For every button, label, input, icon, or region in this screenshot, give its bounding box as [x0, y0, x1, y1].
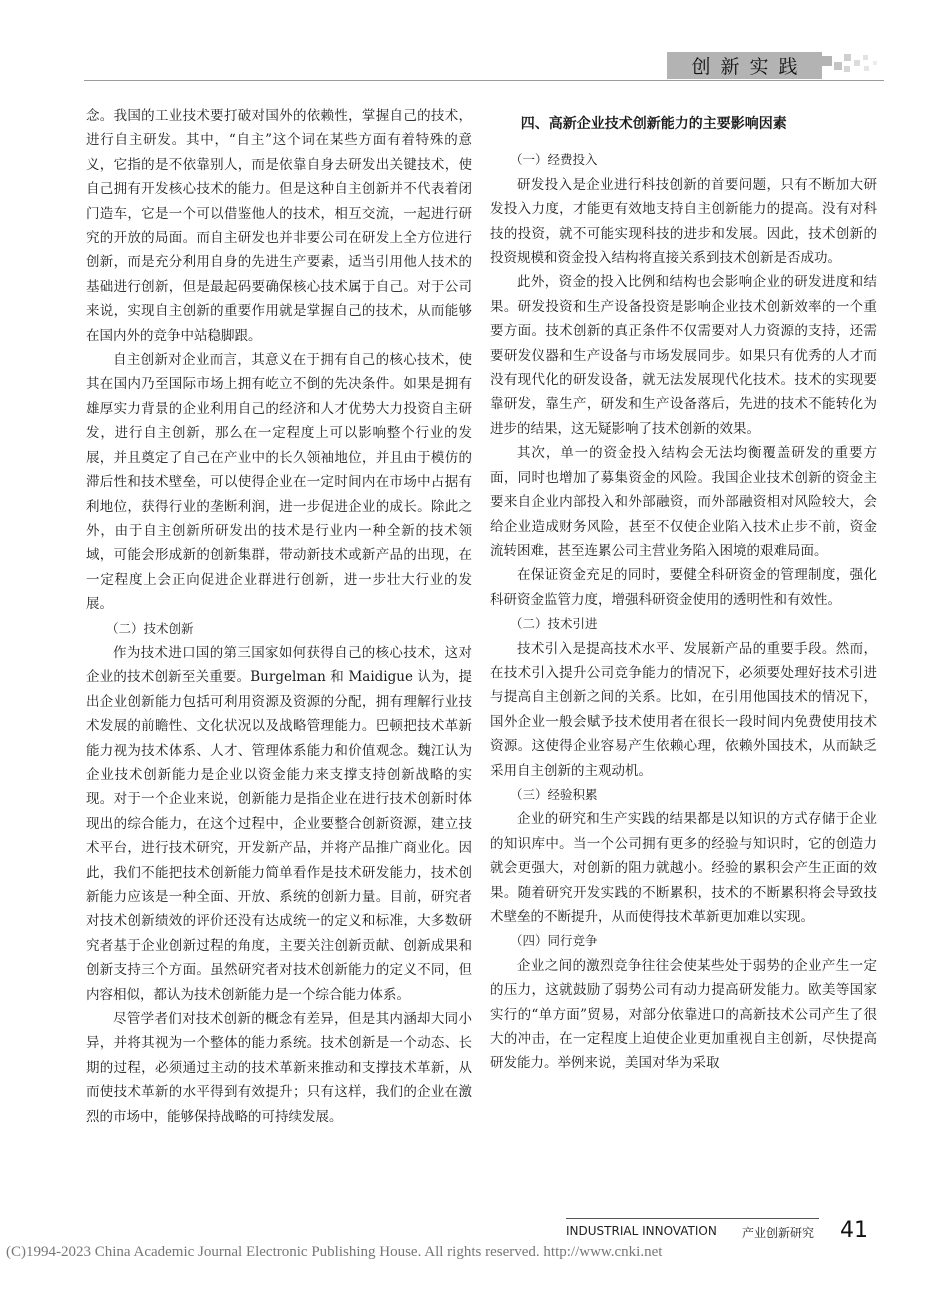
journal-name-chinese: 产业创新研究	[742, 1226, 815, 1240]
right-paragraph-3: 其次，单一的资金投入结构会无法均衡覆盖研发的重要方面，同时也增加了募集资金的风险。我国企业技术创新的资金主要来自企业内部投入和外部融资，而外部融资相对风险较大，会给企业造成财务风险，甚至不仅使企业陷入技术止步不前，资金流转困难，甚至连累公司主营业务陷入困境的艰难局面。	[490, 445, 877, 559]
section-header-bar	[667, 52, 822, 79]
section-title: 创新实践	[691, 56, 808, 78]
subheading-tech-innovation: （二）技术创新	[106, 620, 194, 636]
left-paragraph-2: 自主创新对企业而言，其意义在于拥有自己的核心技术，使其在国内乃至国际市场上拥有屹立不倒的先决条件。如果是拥有雄厚实力背景的企业利用自己的经济和人才优势大力投资自主研发，进行自主创新，那么在一定程度上可以影响整个行业的发展，并且奠定了自己在产业中的长久领袖地位，并且由于模仿的滞后性和技术壁垒，可以使得企业在一定时间内在市场中占据有利地位，获得行业的垄断利润，进一步促进企业的成长。除此之外，由于自主创新所研发出的技术是行业内一种全新的技术领域，可能会形成新的创新集群，带动新技术或新产品的出现，在一定程度上会正向促进企业群进行创新，进一步壮大行业的发展。	[86, 352, 472, 613]
subheading-experience: （三）经验积累	[510, 786, 598, 802]
left-paragraph-4: 尽管学者们对技术创新的概念有差异，但是其内涵却大同小异，并将其视为一个整体的能力系统。技术创新是一个动态、长期的过程，必须通过主动的技术革新来推动和支撑技术革新，从而使技术革新的水平得到有效提升；只有这样，我们的企业在激烈的市场中，能够保持战略的可持续发展。	[86, 1011, 472, 1125]
right-paragraph-5: 技术引入是提高技术水平、发展新产品的重要手段。然而，在技术引入提升公司竞争能力的情况下，必须要处理好技术引进与提高自主创新之间的关系。比如，在引用他国技术的情况下，国外企业一般会赋予技术使用者在很长一段时间内免费使用技术资源。这使得企业容易产生依赖心理，依赖外国技术，从而缺乏采用自主创新的主观动机。	[490, 640, 877, 779]
right-paragraph-1: 研发投入是企业进行科技创新的首要问题，只有不断加大研发投入力度，才能更有效地支持自主创新能力的提高。没有对科技的投资，就不可能实现科技的进步和发展。因此，技术创新的投资规模和资金投入结构将直接关系到技术创新是否成功。	[490, 176, 877, 267]
header-rule	[84, 80, 884, 81]
left-paragraph-1: 念。我国的工业技术要打破对国外的依赖性，掌握自己的技术，进行自主研发。其中，“自主”这个词在某些方面有着特殊的意义，它指的是不依靠别人，而是依靠自身去研发出关键技术，使自己拥有开发核心技术的能力。但是这种自主创新并不代表着闭门造车，它是一个可以借鉴他人的技术，相互交流，一起进行研究的开放的局面。而自主研发也并非要公司在研发上全方位进行创新，而是充分利用自身的先进生产要素，适当引用他人技术的基础进行创新，但是最起码要确保核心技术属于自己。对于公司来说，实现自主创新的重要作用就是掌握自己的技术，从而能够在国内外的竞争中站稳脚跟。	[86, 108, 472, 344]
subheading-funding: （一）经费投入	[510, 152, 598, 168]
journal-name-english: INDUSTRIAL INNOVATION	[566, 1224, 717, 1238]
right-paragraph-6: 企业的研究和生产实践的结果都是以知识的方式存储于企业的知识库中。当一个公司拥有更多的经验与知识时，它的创造力就会更强大，对创新的阻力就越小。经验的累积会产生正面的效果。随着研究开发实践的不断累积，技术的不断累积将会导致技术壁垒的不断提升，从而使得技术革新更加难以实现。	[490, 811, 877, 925]
subheading-tech-import: （二）技术引进	[510, 616, 598, 632]
right-paragraph-2: 此外，资金的投入比例和结构也会影响企业的研发进度和结果。研发投资和生产设备投资是影响企业技术创新效率的一个重要方面。技术创新的真正条件不仅需要对人力资源的支持，还需要研发仪器和生产设备与市场发展同步。如果只有优秀的人才而没有现代化的研发设备，就无法发展现代化技术。技术的实现要靠研发，靠生产，研发和生产设备落后，先进的技术不能转化为进步的结果，这无疑影响了技术创新的效果。	[490, 274, 877, 437]
section-heading: 四、高新企业技术创新能力的主要影响因素	[520, 116, 787, 132]
right-paragraph-4: 在保证资金充足的同时，要健全科研资金的管理制度，强化科研资金监管力度，增强科研资金使用的透明性和有效性。	[490, 567, 877, 608]
page-number: 41	[840, 1218, 868, 1243]
left-column	[86, 104, 472, 1129]
left-paragraph-3: 作为技术进口国的第三国家如何获得自己的核心技术，这对企业的技术创新至关重要。Burgelman 和 Maidigue 认为，提出企业创新能力包括可利用资源及资源的分配，拥有理解行业技术发展的前瞻性、文化状况以及战略管理能力。巴顿把技术革新能力视为技术体系、人才、管理体系能力和价值观念。魏江认为企业技术创新能力是企业以资金能力来支撑支持创新战略的实现。对于一个企业来说，创新能力是指企业在进行技术创新时体现出的综合能力，在这个过程中，企业要整合创新资源，建立技术平台，进行技术研究，开发新产品，并将产品推广商业化。因此，我们不能把技术创新能力简单看作是技术研发能力，技术创新能力应该是一种全面、开放、系统的创新力量。目前，研究者对技术创新绩效的评价还没有达成统一的定义和标准，大多数研究者基于企业创新过程的角度，主要关注创新贡献、创新成果和创新支持三个方面。虽然研究者对技术创新能力的定义不同，但内容相似，都认为技术创新能力是一个综合能力体系。	[86, 644, 472, 1003]
header-decoration	[822, 52, 882, 79]
subheading-competition: （四）同行竞争	[510, 933, 598, 949]
right-column	[490, 104, 877, 1076]
copyright-watermark: (C)1994-2023 China Academic Journal Electronic Publishing House. All rights reserved. http://www.cnki.net	[6, 1244, 663, 1260]
right-paragraph-7: 企业之间的激烈竞争往往会使某些处于弱势的企业产生一定的压力，这就鼓励了弱势公司有动力提高研发能力。欧美等国家实行的“单方面”贸易，对部分依靠进口的高新技术公司产生了很大的冲击，在一定程度上迫使企业更加重视自主创新，尽快提高研发能力。举例来说，美国对华为采取	[490, 957, 877, 1072]
footer-rule	[566, 1218, 819, 1219]
